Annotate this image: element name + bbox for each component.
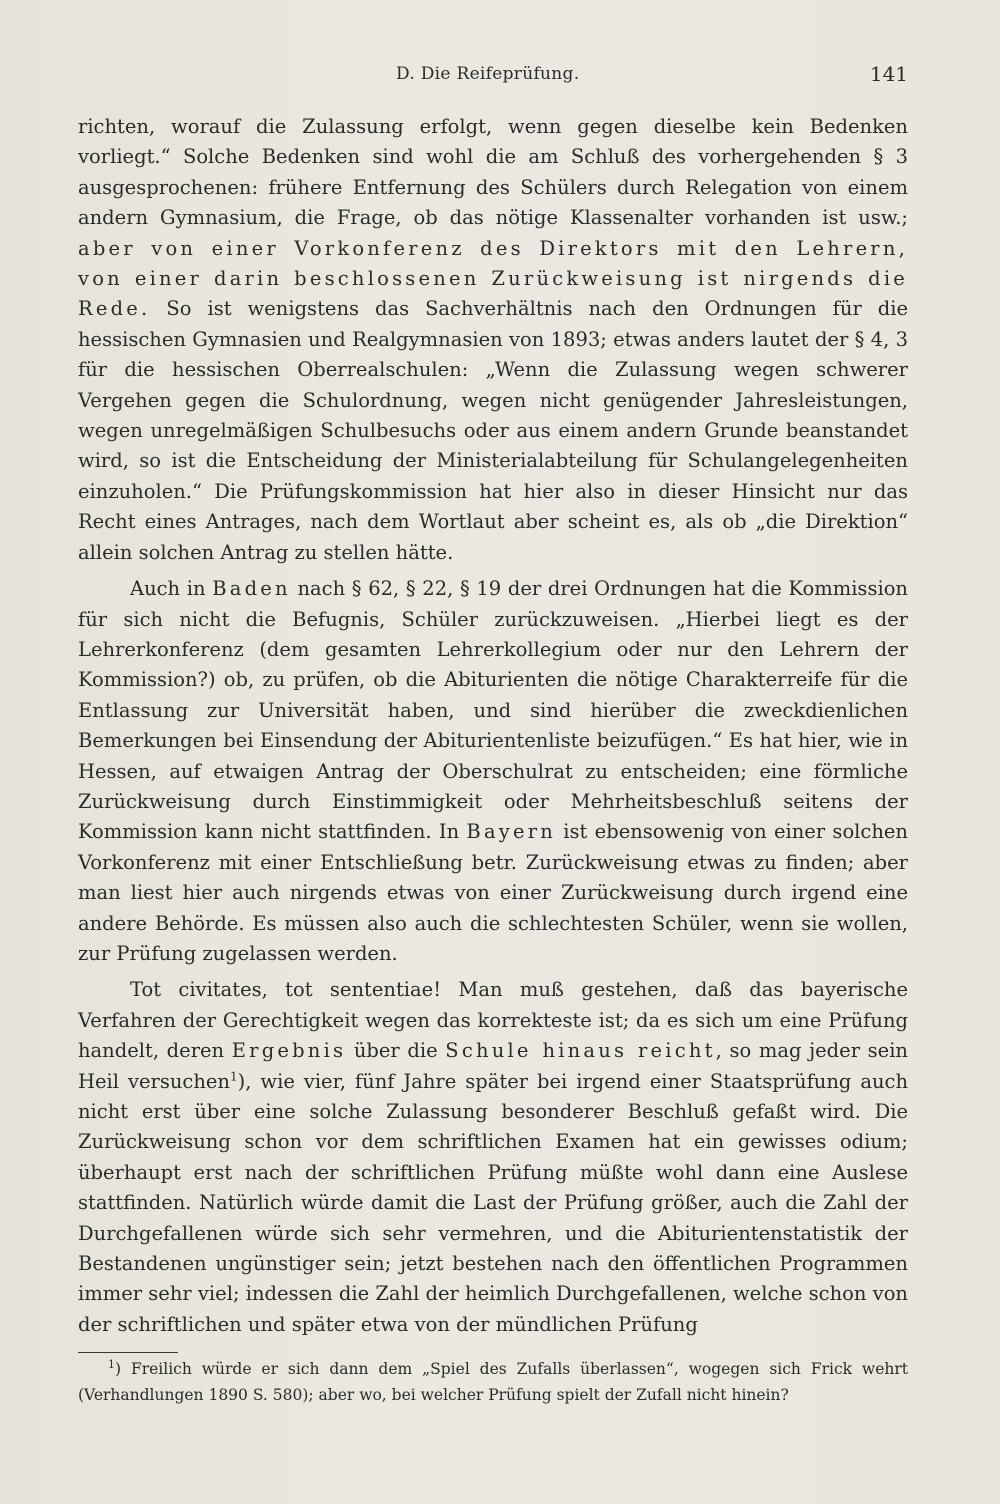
running-title: D. Die Reifeprüfung.	[396, 64, 580, 84]
body-text	[78, 112, 908, 1340]
spaced-emphasis: Bayern	[466, 820, 557, 844]
footnote-text: ) Freilich würde er sich dann dem „Spiel des Zufalls überlassen“, wogegen sich Frick wehrt (Verhandlungen 1890 S. 580); aber wo, bei welcher Prüfung spielt der Zufall nicht hinein?	[78, 1360, 908, 1404]
text-run: Auch in	[130, 577, 213, 601]
text-run: So ist wenigstens das Sachverhältnis nach den Ordnungen für die hessischen Gymnasien und Realgymnasien von 1893; etwas anders lautet der § 4, 3 für die hessischen Oberrealschulen: „Wenn die Zulassung wegen schwerer Vergehen gegen die Schulordnung, wegen nicht genügender Jahresleistungen, wegen unregelmäßigen Schulbesuchs oder aus einem andern Grunde beanstandet wird, so ist die Entscheidung der Ministerialabteilung für Schulangelegenheiten einzuholen.“ Die Prüfungskommission hat hier also in dieser Hinsicht nur das Recht eines Antrages, nach dem Wortlaut aber scheint es, als ob „die Direktion“ allein solchen Antrag zu stellen hätte.	[78, 297, 908, 564]
text-run: Tot civitates, tot sententiae! Man muß gestehen, daß das bayerische Verfahren der Gerechtigkeit wegen das korrekteste ist; da es sich um eine Prüfung handelt, deren	[78, 978, 908, 1063]
paragraph	[78, 574, 908, 969]
footnote-divider	[78, 1352, 178, 1353]
text-run: nach § 62, § 22, § 19 der drei Ordnungen hat die Kommission für sich nicht die Befugnis, Schüler zurückzuweisen. „Hierbei liegt es der Lehrerkonferenz (dem gesamten Lehrerkollegium oder nur den Lehrern der Kommission?) ob, zu prüfen, ob die Abiturienten die nötige Charakterreife für die Entlassung zur Universität haben, und sind hierüber die zweckdienlichen Bemerkungen bei Einsendung der Abiturientenliste beizufügen.“ Es hat hier, wie in Hessen, auf etwaigen Antrag der Oberschulrat zu entscheiden; eine förmliche Zurückweisung durch Einstimmigkeit oder Mehrheitsbeschluß seitens der Kommission kann nicht stattfinden. In	[78, 577, 908, 844]
paragraph	[78, 975, 908, 1340]
text-run: richten, worauf die Zulassung erfolgt, wenn gegen dieselbe kein Bedenken vorliegt.“ Solche Bedenken sind wohl die am Schluß des vorhergehenden § 3 ausgesprochenen: frühere Entfernung des Schülers durch Relegation von einem andern Gymnasium, die Frage, ob das nötige Klassenalter vorhanden ist usw.;	[78, 115, 908, 230]
spaced-emphasis: Ergebnis	[231, 1039, 347, 1063]
page-number: 141	[869, 62, 908, 86]
page-header	[78, 64, 908, 90]
spaced-emphasis: Schule hinaus reicht	[445, 1039, 716, 1063]
text-run: ist ebensowenig von einer solchen Vorkonferenz mit einer Entschließung betr. Zurückweisung etwas zu finden; aber man liest hier auch nirgends etwas von einer Zurückweisung durch irgend eine andere Behörde. Es müssen also auch die schlechtesten Schüler, wenn sie wollen, zur Prüfung zugelassen werden.	[78, 820, 908, 965]
spaced-emphasis: Baden	[212, 577, 291, 601]
footnote	[78, 1356, 908, 1408]
spaced-emphasis: aber von einer Vorkonferenz des Direktors mit den Lehrern, von einer darin beschlossenen Zurückweisung ist nirgends die Rede.	[78, 236, 908, 321]
footnote-reference: 1	[230, 1069, 238, 1084]
paragraph	[78, 112, 908, 568]
text-run: ), wie vier, fünf Jahre später bei irgend einer Staatsprüfung auch nicht erst über eine solche Zulassung besonderer Beschluß gefaßt wird. Die Zurückweisung schon vor dem schriftlichen Examen hat ein gewisses odium; überhaupt erst nach der schriftlichen Prüfung müßte wohl dann eine Auslese stattfinden. Natürlich würde damit die Last der Prüfung größer, auch die Zahl der Durchgefallenen würde sich sehr vermehren, und die Abiturientenstatistik der Bestandenen ungünstiger sein; jetzt bestehen nach den öffentlichen Programmen immer sehr viel; indessen die Zahl der heimlich Durchgefallenen, welche schon von der schriftlichen und später etwa von der mündlichen Prüfung	[78, 1069, 908, 1336]
text-run: , so mag jeder sein Heil versuchen	[78, 1039, 908, 1093]
text-run: über die	[346, 1039, 446, 1063]
footnote-mark: 1	[108, 1357, 115, 1371]
